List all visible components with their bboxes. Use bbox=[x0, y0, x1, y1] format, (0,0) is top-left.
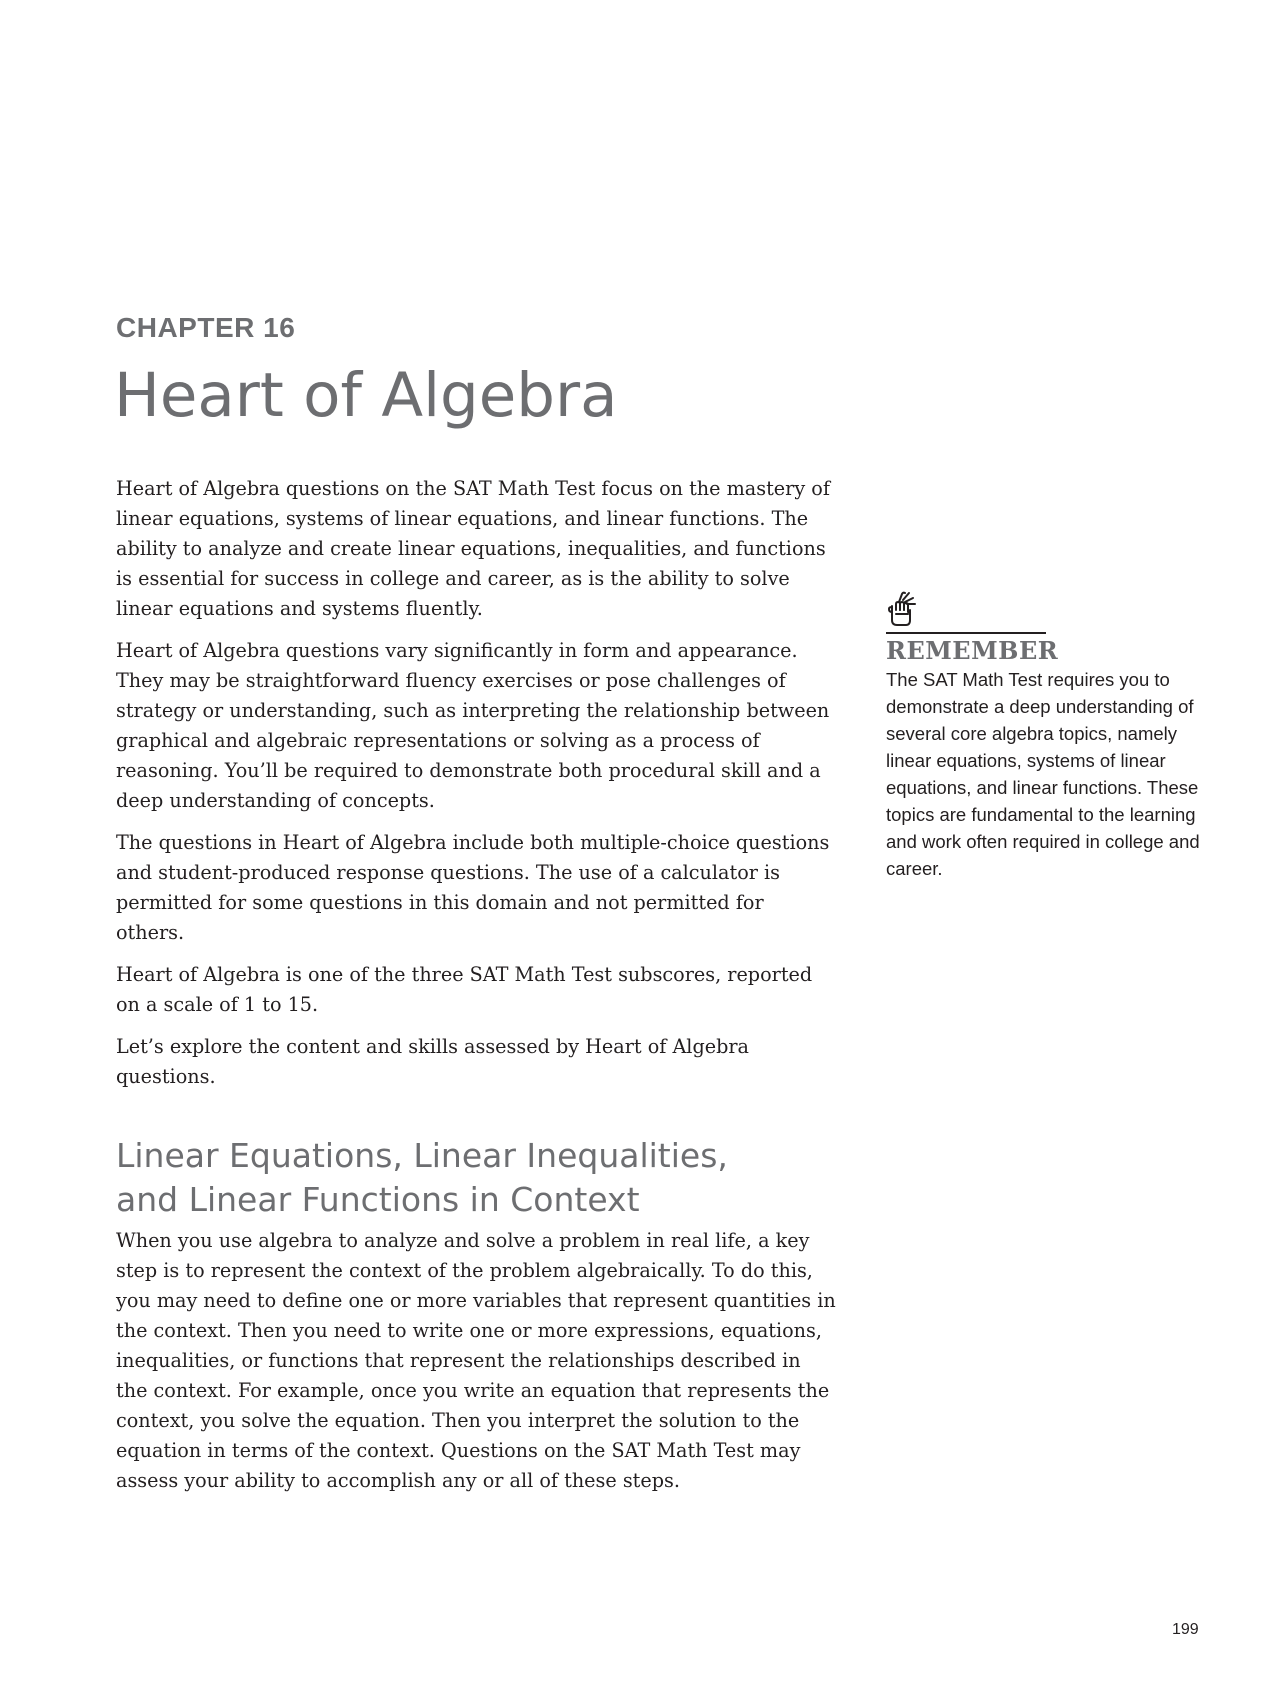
sidebar-text: The SAT Math Test requires you to demonstrate a deep understanding of several core algebra topics, namely linear equations, systems of linear equations, and linear functions. These topics are fundamental to the learning and work often required in college and career. bbox=[886, 669, 1200, 879]
section-heading-line-1: Linear Equations, Linear Inequalities, bbox=[116, 1136, 728, 1175]
intro-paragraph-3: The questions in Heart of Algebra include both multiple-choice questions and student-produced response questions. The use of a calculator is permitted for some questions in this domain and not permitted for others. bbox=[116, 831, 830, 944]
chapter-title: Heart of Algebra bbox=[114, 360, 618, 431]
intro-paragraph-5: Let’s explore the content and skills assessed by Heart of Algebra questions. bbox=[116, 1035, 749, 1088]
page-number: 199 bbox=[1172, 1621, 1199, 1638]
sidebar-heading: REMEMBER bbox=[886, 636, 1059, 665]
section-heading bbox=[116, 1134, 836, 1222]
remember-sidebar bbox=[886, 590, 1216, 882]
intro-paragraph-1: Heart of Algebra questions on the SAT Math Test focus on the mastery of linear equations, systems of linear equations, and linear functions. The ability to analyze and create linear equations, inequalities, and functions is essential for success in college and career, as is the ability to solve linear equations and systems fluently. bbox=[116, 477, 830, 620]
intro-paragraph-2: Heart of Algebra questions vary significantly in form and appearance. They may be straightforward fluency exercises or pose challenges of strategy or understanding, such as interpreting the relationship between graphical and algebraic representations or solving as a process of reasoning. You’ll be required to demonstrate both procedural skill and a deep understanding of concepts. bbox=[116, 639, 830, 812]
finger-string-icon bbox=[886, 590, 920, 628]
intro-paragraph-4: Heart of Algebra is one of the three SAT Math Test subscores, reported on a scale of 1 to 15. bbox=[116, 963, 813, 1016]
section-heading-line-2: and Linear Functions in Context bbox=[116, 1180, 640, 1219]
section-paragraph: When you use algebra to analyze and solve a problem in real life, a key step is to represent the context of the problem algebraically. To do this, you may need to define one or more variables that represent quantities in the context. Then you need to write one or more expressions, equations, inequalities, or functions that represent the relationships described in the context. For example, once you write an equation that represents the context, you solve the equation. Then you interpret the solution to the equation in terms of the context. Questions on the SAT Math Test may assess your ability to accomplish any or all of these steps. bbox=[116, 1229, 836, 1492]
main-column bbox=[116, 474, 836, 1508]
sidebar-divider bbox=[886, 632, 1046, 634]
chapter-label: CHAPTER 16 bbox=[116, 312, 296, 343]
